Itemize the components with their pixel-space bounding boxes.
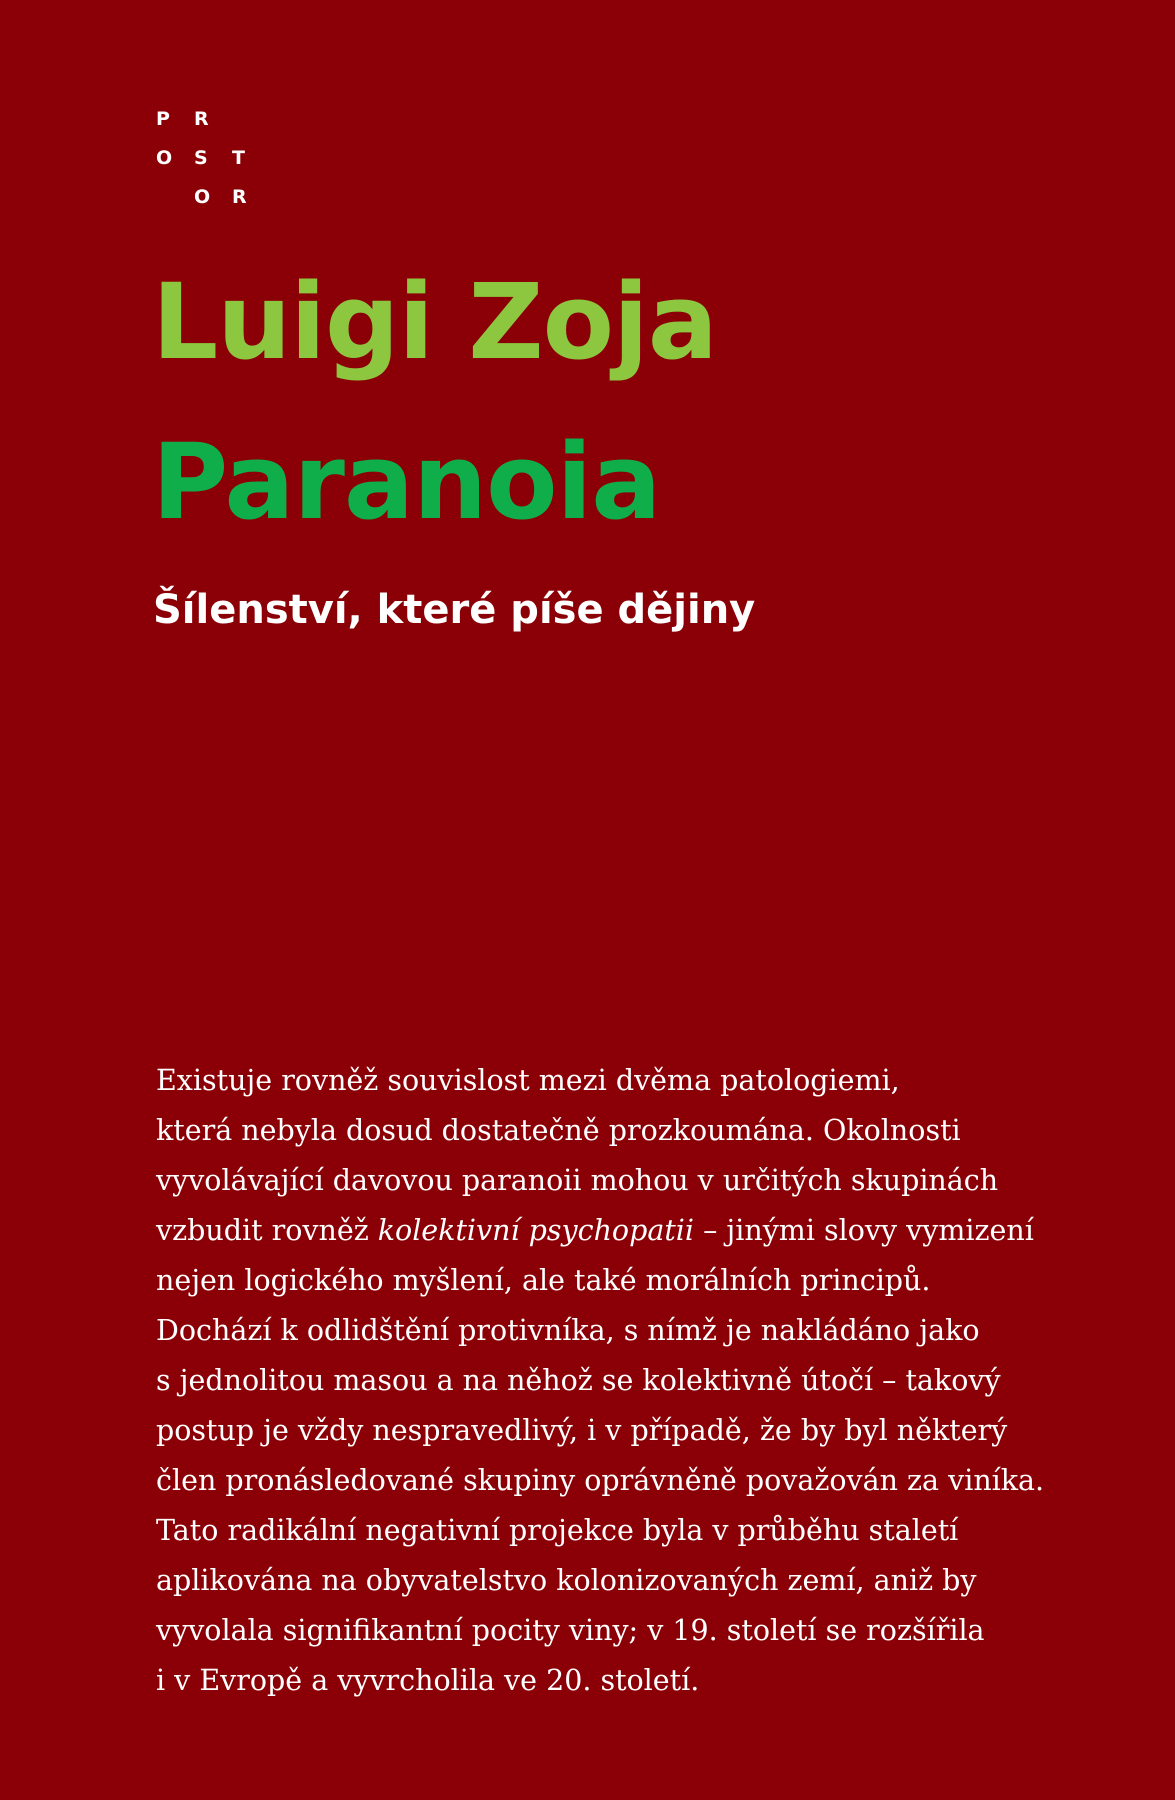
blurb-text	[156, 1056, 1056, 1706]
author-name: Luigi Zoja	[152, 261, 717, 383]
book-subtitle: Šílenství, které píše dějiny	[153, 587, 756, 633]
blurb-line: Dochází k odlidštění protivníka, s nímž je nakládáno jako	[156, 1314, 980, 1347]
blurb-line: vyvolávající davovou paranoii mohou v určitých skupinách	[156, 1164, 999, 1197]
blurb-line: postup je vždy nespravedlivý, i v případě, že by byl některý	[156, 1414, 1008, 1447]
logo-letter-t: T	[232, 147, 245, 169]
logo-letter-o2: O	[194, 186, 211, 208]
blurb-line: Tato radikální negativní projekce byla v průběhu staletí	[156, 1514, 959, 1547]
blurb-line: která nebyla dosud dostatečně prozkoumána. Okolnosti	[156, 1114, 961, 1147]
logo-letter-o: O	[156, 147, 173, 169]
blurb-line: aplikována na obyvatelstvo kolonizovaných zemí, aniž by	[156, 1564, 977, 1597]
blurb-text-segment: – jinými slovy vymizení	[694, 1214, 1034, 1247]
blurb-line: i v Evropě a vyvrcholila ve 20. století.	[156, 1664, 700, 1697]
blurb-italic-term: kolektivní psychopatii	[377, 1214, 695, 1247]
blurb-text-segment: vzbudit rovněž	[156, 1214, 378, 1247]
blurb-line: nejen logického myšlení, ale také morálních principů.	[156, 1264, 931, 1297]
publisher-logo	[156, 110, 256, 210]
book-title: Paranoia	[152, 421, 661, 543]
blurb-line: vyvolala signifikantní pocity viny; v 19. století se rozšířila	[156, 1614, 985, 1647]
logo-letter-r: R	[194, 108, 209, 130]
logo-letter-s: S	[194, 147, 208, 169]
blurb-line: Existuje rovněž souvislost mezi dvěma patologiemi,	[156, 1064, 900, 1097]
blurb-line: s jednolitou masou a na něhož se kolektivně útočí – takový	[156, 1364, 1001, 1397]
logo-letter-p: P	[156, 108, 170, 130]
blurb-line: člen pronásledované skupiny oprávněně považován za viníka.	[156, 1464, 1045, 1497]
blurb-line	[156, 1206, 1056, 1256]
logo-letter-r2: R	[232, 186, 247, 208]
